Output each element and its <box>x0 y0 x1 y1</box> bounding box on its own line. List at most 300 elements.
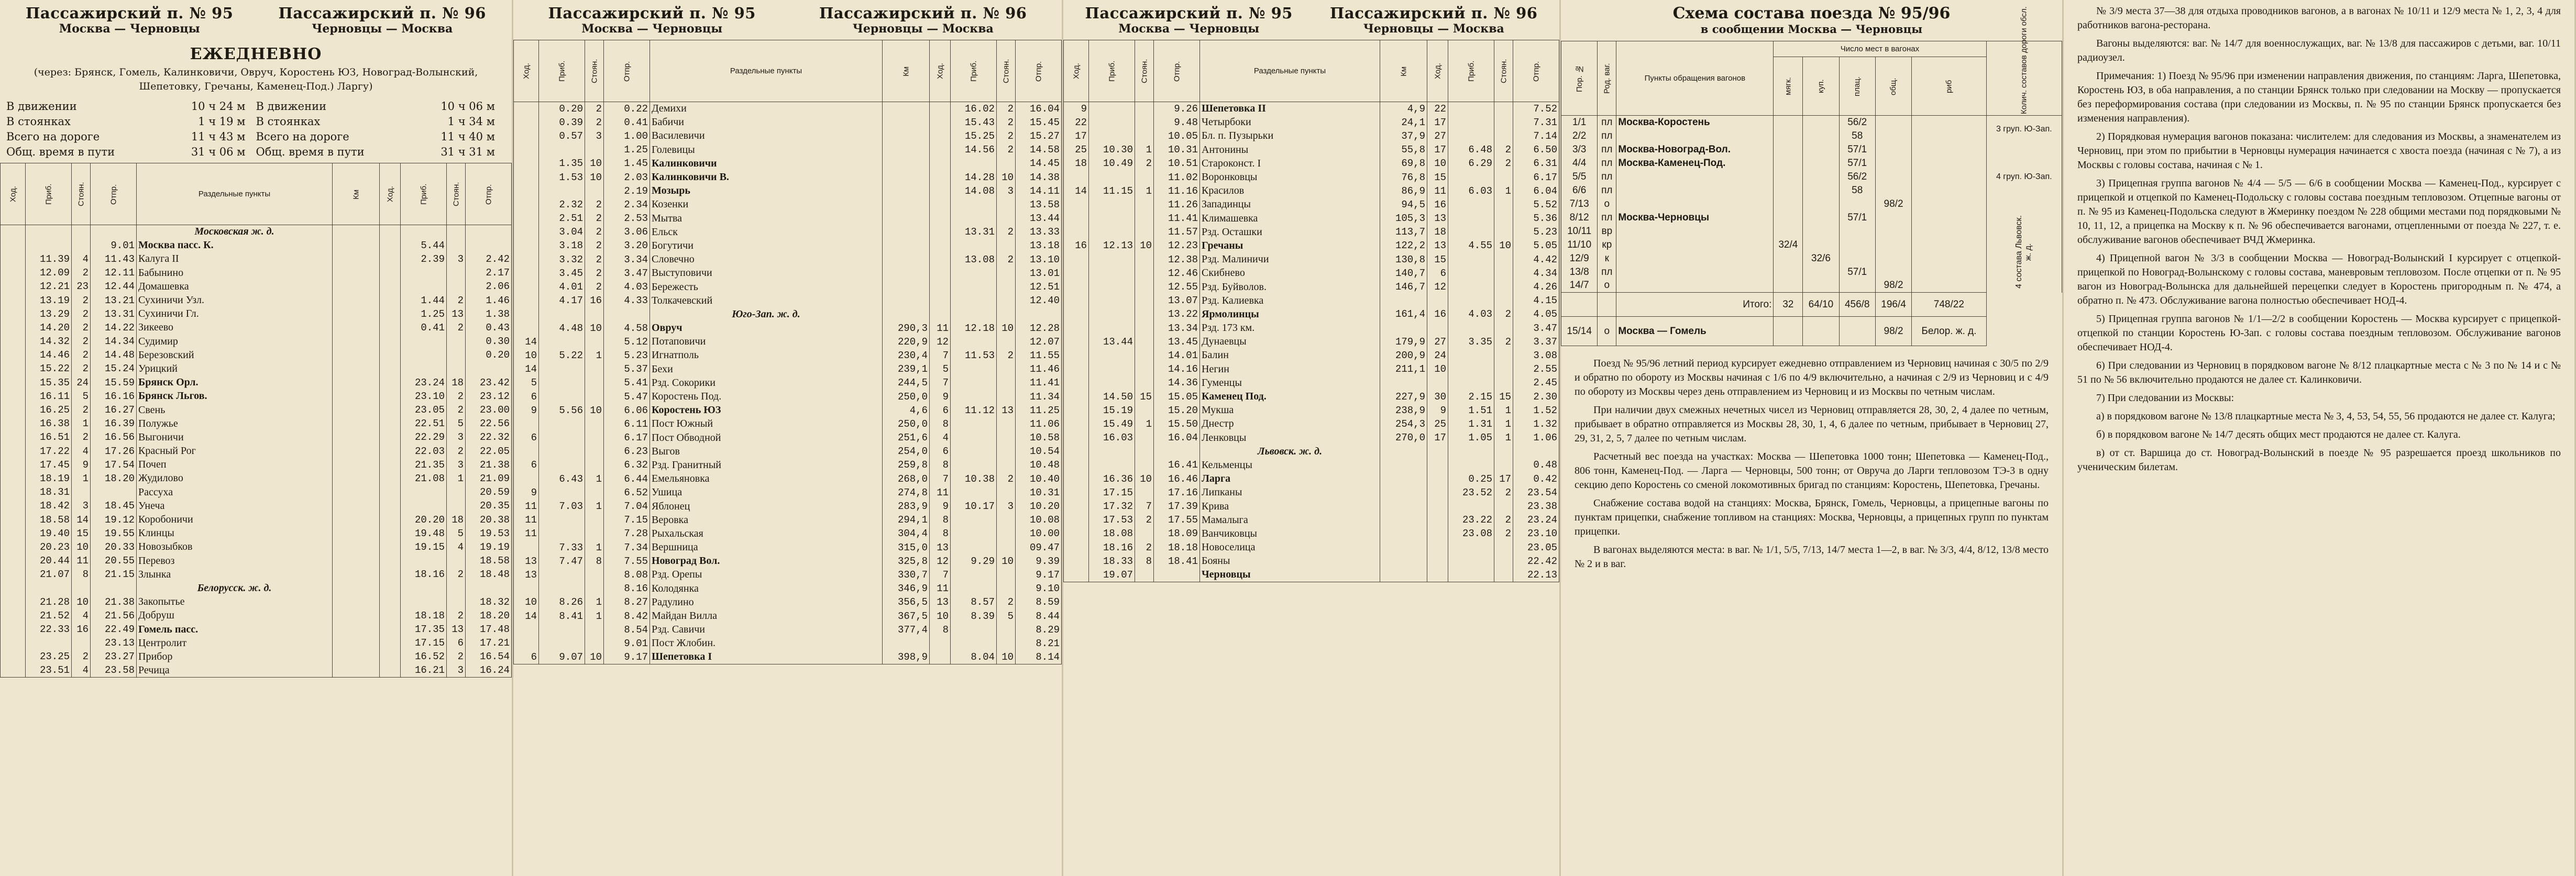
station-name: Красилов <box>1200 184 1380 198</box>
table-cell: 15 <box>1427 253 1448 267</box>
table-row <box>514 362 1062 376</box>
table-row <box>1064 417 1559 431</box>
table-cell: 17.32 <box>1089 500 1135 513</box>
table-cell: 12.18 <box>951 321 997 335</box>
table-cell: 16.11 <box>26 390 72 403</box>
table-cell: 6.52 <box>604 486 650 500</box>
table-cell: 7/13 <box>1561 197 1598 211</box>
station-name: Бехи <box>650 362 883 376</box>
table-cell <box>1135 129 1154 143</box>
table-cell <box>1064 294 1089 307</box>
table-cell: 18.31 <box>26 485 72 499</box>
summary-value: 11 ч 40 м <box>441 130 495 143</box>
table-cell <box>1803 211 1839 225</box>
table-cell <box>1427 472 1448 486</box>
table-cell <box>380 362 401 375</box>
table-cell <box>1089 376 1135 390</box>
table-cell: 1 <box>447 472 466 485</box>
table-cell <box>1380 472 1427 486</box>
table-cell: 18.58 <box>466 554 512 568</box>
table-cell <box>380 403 401 417</box>
table-cell: 11.34 <box>1016 390 1062 403</box>
table-cell: о <box>1598 279 1616 293</box>
summary-label: Всего на дороге <box>256 130 349 143</box>
table-cell: 105,3 <box>1380 212 1427 225</box>
table-cell <box>514 417 539 431</box>
station-name: Выгов <box>650 445 883 458</box>
table-cell: 27 <box>1427 335 1448 349</box>
station-name: Липканы <box>1200 486 1380 500</box>
column-header: Отпр. <box>604 40 650 102</box>
table-cell: 0.43 <box>466 321 512 335</box>
table-cell <box>1912 170 1986 184</box>
table-cell <box>1448 253 1494 267</box>
table-cell <box>380 650 401 663</box>
table-cell: 22.29 <box>401 430 447 444</box>
table-cell: 11.06 <box>1016 417 1062 431</box>
table-cell <box>333 239 380 252</box>
table-cell: 18.42 <box>26 499 72 513</box>
table-row <box>1 403 512 417</box>
table-cell <box>1448 294 1494 307</box>
table-cell: 4 <box>72 252 91 266</box>
table-row <box>1 335 512 348</box>
table-cell: 7 <box>930 349 951 362</box>
summary-label: В стоянках <box>256 115 321 128</box>
table-cell: 8.41 <box>539 609 585 623</box>
station-name: Ленковцы <box>1200 431 1380 445</box>
table-cell: 0.25 <box>1448 472 1494 486</box>
table-cell <box>1089 102 1135 116</box>
table-cell <box>1064 445 1089 458</box>
table-cell <box>539 307 585 321</box>
table-cell: 1 <box>585 541 604 555</box>
table-cell: 23.08 <box>1448 527 1494 540</box>
table-cell: 10 <box>585 170 604 184</box>
table-cell <box>1089 362 1135 376</box>
table-row <box>1 636 512 650</box>
table-cell <box>1912 157 1986 170</box>
station-name: Почеп <box>137 458 333 472</box>
station-name: Жудилово <box>137 472 333 485</box>
summary-line <box>256 114 506 129</box>
scheme-notes <box>1561 357 2062 571</box>
table-cell <box>91 581 137 595</box>
train-route: Москва — Черновцы <box>59 22 200 36</box>
table-cell <box>333 321 380 335</box>
table-cell <box>951 335 997 349</box>
table-cell: 14.50 <box>1089 390 1135 403</box>
table-cell: 2 <box>1135 157 1154 170</box>
summary-line <box>256 145 506 160</box>
table-cell: 1.25 <box>401 307 447 321</box>
table-cell: 13.31 <box>951 225 997 239</box>
station-name: Бережесть <box>650 280 883 294</box>
table-cell: 21.56 <box>91 609 137 623</box>
table-cell: 15.59 <box>91 376 137 390</box>
table-cell: 0.41 <box>604 116 650 129</box>
table-cell: 18.33 <box>1089 555 1135 568</box>
table-row <box>1064 102 1559 116</box>
table-cell: 13.58 <box>1016 198 1062 212</box>
table-cell: 11.43 <box>91 252 137 266</box>
table-cell: 6.43 <box>539 472 585 486</box>
table-cell: 8.16 <box>604 582 650 595</box>
table-cell: 2 <box>447 403 466 417</box>
table-cell: 3.06 <box>604 225 650 239</box>
table-cell: 325,8 <box>883 555 930 568</box>
table-cell <box>1912 197 1986 211</box>
table-cell: 3.45 <box>539 267 585 280</box>
table-cell: 56/2 <box>1839 116 1875 129</box>
table-cell <box>997 307 1016 321</box>
table-cell: 11.46 <box>1016 362 1062 376</box>
table-cell <box>1089 280 1135 294</box>
table-cell: 10.58 <box>1016 431 1062 445</box>
table-cell: 24,1 <box>1380 116 1427 129</box>
table-cell <box>1448 349 1494 362</box>
table-cell <box>1064 555 1089 568</box>
table-cell <box>1494 225 1513 239</box>
table-cell <box>1135 253 1154 267</box>
table-cell <box>1 595 26 609</box>
table-cell <box>1774 157 1803 170</box>
table-cell <box>1875 265 1911 279</box>
table-cell <box>1803 116 1839 129</box>
table-cell: 304,4 <box>883 527 930 540</box>
table-cell <box>1803 143 1839 157</box>
table-cell <box>883 307 930 321</box>
table-cell <box>1875 129 1911 143</box>
table-cell <box>883 102 930 116</box>
total-value: 32 <box>1774 293 1803 317</box>
station-name: Новоград Вол. <box>650 555 883 568</box>
table-cell: 283,9 <box>883 500 930 513</box>
table-cell <box>1135 568 1154 582</box>
table-cell: 2.03 <box>604 170 650 184</box>
table-cell <box>1135 225 1154 239</box>
table-row <box>514 445 1062 458</box>
table-cell <box>1135 212 1154 225</box>
table-cell <box>514 541 539 555</box>
table-cell <box>997 486 1016 500</box>
table-cell <box>380 513 401 526</box>
table-cell <box>1912 265 1986 279</box>
table-cell: 14.22 <box>91 321 137 335</box>
station-name: Василевичи <box>650 129 883 143</box>
table-cell <box>930 143 951 157</box>
table-row <box>514 225 1062 239</box>
table-cell: 22.49 <box>91 623 137 636</box>
table-cell <box>1448 102 1494 116</box>
table-cell <box>951 486 997 500</box>
table-row <box>1 540 512 554</box>
table-cell: 15.24 <box>91 362 137 375</box>
table-cell: 23 <box>72 280 91 293</box>
station-name: Судимир <box>137 335 333 348</box>
station-name: Яблонец <box>650 500 883 513</box>
table-cell <box>1839 238 1875 252</box>
table-cell: 13.34 <box>1154 321 1200 335</box>
table-cell <box>883 280 930 294</box>
table-cell <box>1135 376 1154 390</box>
table-row <box>1 307 512 321</box>
table-cell <box>585 431 604 445</box>
table-row <box>514 184 1062 198</box>
table-row <box>1064 129 1559 143</box>
station-name: Шепетовка I <box>650 650 883 664</box>
table-cell: 3.37 <box>1513 335 1559 349</box>
table-cell <box>333 540 380 554</box>
table-row <box>514 417 1062 431</box>
table-cell <box>1016 307 1062 321</box>
table-cell <box>585 362 604 376</box>
table-cell: 9.01 <box>604 637 650 650</box>
note-paragraph: Вагоны выделяются: ваг. № 14/7 для военнослужащих, ваг. № 13/8 для пассажиров с детьми, ваг. 10/11 радиоузел. <box>2077 38 2561 63</box>
table-cell: 16.36 <box>1089 472 1135 486</box>
table-cell: 16 <box>72 623 91 636</box>
table-cell <box>1089 267 1135 280</box>
table-cell: 14 <box>514 362 539 376</box>
table-cell <box>1912 252 1986 265</box>
table-cell: 2 <box>72 321 91 335</box>
table-header-row <box>514 40 1062 102</box>
table-cell <box>951 376 997 390</box>
table-cell: 122,2 <box>1380 239 1427 252</box>
table-cell: 3 <box>447 458 466 472</box>
table-cell: 294,1 <box>883 513 930 527</box>
table-cell <box>1380 376 1427 390</box>
station-name: Демихи <box>650 102 883 116</box>
station-name: Толкачевский <box>650 294 883 307</box>
table-cell: 16.04 <box>1016 102 1062 116</box>
station-name: Четырбоки <box>1200 116 1380 129</box>
table-cell <box>930 184 951 198</box>
table-cell <box>1875 170 1911 184</box>
table-cell <box>1774 197 1803 211</box>
table-cell: 9.48 <box>1154 116 1200 129</box>
table-cell: 4.55 <box>1448 239 1494 252</box>
table-cell <box>539 582 585 595</box>
table-row <box>514 431 1062 445</box>
table-cell <box>1448 568 1494 582</box>
table-cell: 367,5 <box>883 609 930 623</box>
table-cell <box>883 184 930 198</box>
station-name: Злынка <box>137 568 333 581</box>
table-cell: 1.44 <box>401 293 447 307</box>
total-value: 748/22 <box>1912 293 1986 317</box>
table-cell <box>401 266 447 280</box>
table-cell: 7.28 <box>604 527 650 540</box>
table-row <box>1 252 512 266</box>
group-label: 4 состава Львовск. ж. д. <box>1986 211 2062 293</box>
table-cell: 11 <box>72 554 91 568</box>
note-paragraph: 5) Прицепная группа вагонов № 1/1—2/2 в сообщении Коростень — Москва курсирует с прицепкой-отцепкой по станции Коростень Ю-Зап. с головы состава поездным тепловозом. Обслуживание вагонов обеспечивает НОД-4. <box>2077 313 2561 353</box>
table-cell <box>997 527 1016 540</box>
totals-row <box>1561 293 2062 317</box>
column-header: Число мест в вагонах <box>1774 41 1986 57</box>
table-cell: 11 <box>930 582 951 595</box>
table-cell <box>380 335 401 348</box>
table-cell: 14.58 <box>1016 143 1062 157</box>
column-header: мягк. <box>1774 57 1803 116</box>
table-cell <box>1089 225 1135 239</box>
table-cell: 8.14 <box>1016 650 1062 664</box>
table-row <box>1 472 512 485</box>
table-cell <box>514 212 539 225</box>
table-cell: 1.52 <box>1513 404 1559 417</box>
table-cell <box>1135 404 1154 417</box>
table-cell: 18.48 <box>466 568 512 581</box>
table-cell <box>1427 376 1448 390</box>
table-cell <box>1448 225 1494 239</box>
table-cell: 2 <box>1494 513 1513 527</box>
table-cell: 10 <box>585 650 604 664</box>
summary-line <box>256 99 506 114</box>
table-cell: 9.07 <box>539 650 585 664</box>
table-cell: 1.32 <box>1513 417 1559 431</box>
table-cell <box>604 307 650 321</box>
table-cell <box>447 485 466 499</box>
table-cell: 14 <box>514 335 539 349</box>
note-paragraph: б) в порядковом вагоне № 14/7 десять общих мест продаются не далее ст. Калуга. <box>2096 429 2461 440</box>
table-cell <box>1448 321 1494 335</box>
table-cell: 18.19 <box>26 472 72 485</box>
table-cell <box>26 636 72 650</box>
table-cell: 98/2 <box>1875 197 1911 211</box>
table-cell: 21.08 <box>401 472 447 485</box>
table-cell <box>380 376 401 390</box>
table-cell: 2 <box>585 280 604 294</box>
table-row <box>1 513 512 526</box>
table-cell: 1 <box>1494 431 1513 445</box>
table-cell: 11.15 <box>1089 184 1135 198</box>
table-row <box>1 527 512 540</box>
table-cell: 12.51 <box>1016 280 1062 294</box>
station-name: Пост Южный <box>650 417 883 431</box>
column-header: Ход. <box>380 163 401 225</box>
table-cell: 0.41 <box>401 321 447 335</box>
table-row <box>1064 555 1559 568</box>
table-cell <box>951 362 997 376</box>
table-cell <box>401 581 447 595</box>
table-cell: 2 <box>997 595 1016 609</box>
table-cell <box>380 321 401 335</box>
table-cell <box>1 430 26 444</box>
table-cell <box>1 225 26 239</box>
table-row <box>1064 472 1559 486</box>
table-cell: 14.34 <box>91 335 137 348</box>
station-name: Мытва <box>650 212 883 225</box>
table-cell: 7.55 <box>604 555 650 568</box>
table-cell: 2 <box>997 472 1016 486</box>
table-cell: 3.47 <box>1513 321 1559 335</box>
table-cell <box>1089 458 1135 472</box>
table-cell <box>1064 541 1089 555</box>
table-cell: 113,7 <box>1380 225 1427 239</box>
table-cell: 10 <box>1135 472 1154 486</box>
table-cell <box>380 636 401 650</box>
station-name: Закопытье <box>137 595 333 609</box>
table-cell: 6 <box>447 636 466 650</box>
composition-row <box>1561 116 2062 129</box>
table-cell: 2 <box>1494 157 1513 170</box>
table-cell <box>333 362 380 375</box>
table-cell: 11.41 <box>1016 376 1062 390</box>
table-row <box>1064 198 1559 212</box>
table-row <box>1064 116 1559 129</box>
station-name: Емельяновка <box>650 472 883 486</box>
table-cell: 16 <box>1064 239 1089 252</box>
table-cell <box>951 198 997 212</box>
table-cell: 2 <box>1494 486 1513 500</box>
table-row <box>514 321 1062 335</box>
table-cell: 10.30 <box>1089 143 1135 157</box>
table-cell: 17.39 <box>1154 500 1200 513</box>
table-cell: 13 <box>1427 239 1448 252</box>
table-row <box>1064 349 1559 362</box>
station-name: Москва пасс. К. <box>137 239 333 252</box>
train-title: Пассажирский п. № 96 <box>278 4 486 22</box>
table-row <box>1064 170 1559 184</box>
table-cell <box>514 129 539 143</box>
table-cell: 6.31 <box>1513 157 1559 170</box>
table-cell <box>1135 267 1154 280</box>
table-cell <box>1839 225 1875 238</box>
column-header: Ход. <box>930 40 951 102</box>
station-name: Игнатполь <box>650 349 883 362</box>
table-cell <box>1774 252 1803 265</box>
table-cell <box>514 239 539 252</box>
table-cell: 3 <box>447 430 466 444</box>
table-row <box>514 102 1062 116</box>
table-cell <box>1427 541 1448 555</box>
table-cell <box>539 417 585 431</box>
table-cell: 57/1 <box>1839 211 1875 225</box>
station-name: Рзд. Сокорики <box>650 376 883 390</box>
total-value: 196/4 <box>1875 293 1911 317</box>
table-cell: 57/1 <box>1839 143 1875 157</box>
table-cell: 12.09 <box>26 266 72 280</box>
table-cell: 14/7 <box>1561 279 1598 293</box>
table-cell <box>1 623 26 636</box>
table-cell <box>1427 321 1448 335</box>
table-cell: 10.40 <box>1016 472 1062 486</box>
table-cell <box>1 472 26 485</box>
station-name: Добруш <box>137 609 333 623</box>
table-cell: 140,7 <box>1380 267 1427 280</box>
table-cell <box>1064 362 1089 376</box>
station-name: Мукша <box>1200 404 1380 417</box>
table-cell: 9 <box>72 458 91 472</box>
station-name: Калинковичи В. <box>650 170 883 184</box>
table-cell: 3.35 <box>1448 335 1494 349</box>
table-cell <box>401 595 447 609</box>
table-cell <box>72 239 91 252</box>
table-row <box>514 595 1062 609</box>
table-cell: 2 <box>1135 541 1154 555</box>
table-cell <box>380 485 401 499</box>
table-cell: 3 <box>447 664 466 678</box>
table-cell: 10.00 <box>1016 527 1062 540</box>
table-cell: 13.21 <box>91 293 137 307</box>
table-cell <box>539 623 585 637</box>
table-cell: 17.45 <box>26 458 72 472</box>
table-cell <box>1135 294 1154 307</box>
table-cell <box>1 540 26 554</box>
table-cell: пл <box>1598 157 1616 170</box>
table-cell <box>333 403 380 417</box>
